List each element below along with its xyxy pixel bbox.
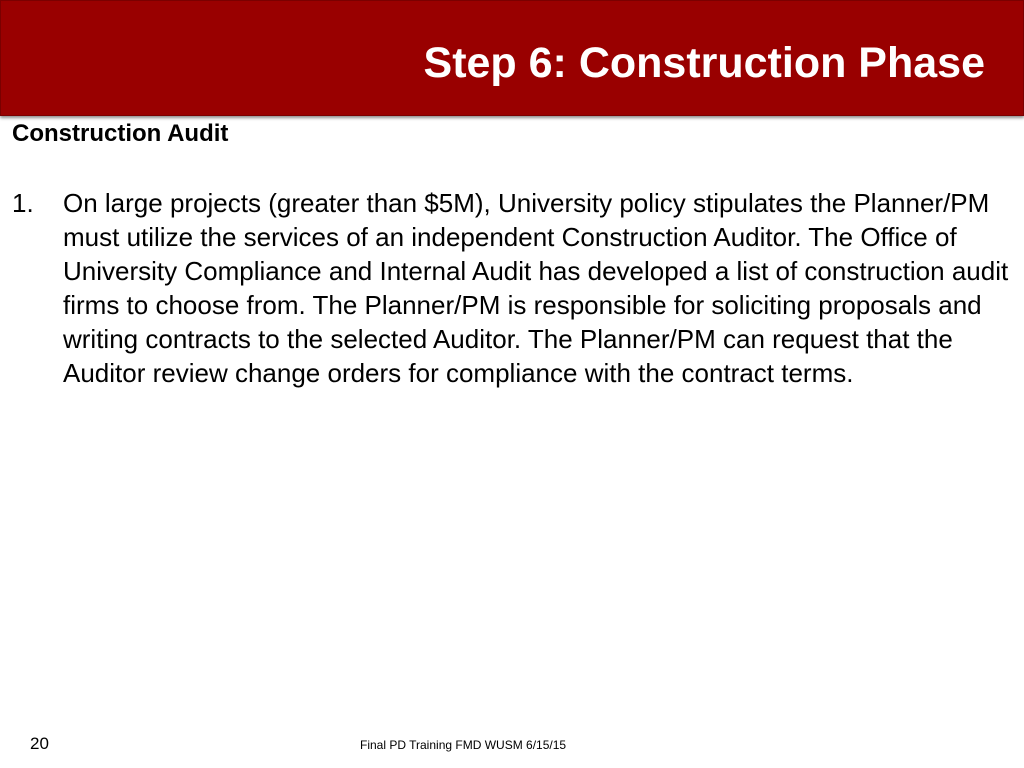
numbered-list: [12, 186, 1012, 390]
section-heading: Construction Audit: [12, 120, 229, 147]
footer-text: Final PD Training FMD WUSM 6/15/15: [360, 738, 567, 752]
slide-title: Step 6: Construction Phase: [423, 39, 985, 87]
title-bar: [0, 0, 1024, 116]
list-item: [12, 186, 1012, 390]
list-item-number: 1.: [12, 188, 34, 218]
slide-number: 20: [30, 734, 49, 753]
list-item-text: On large projects (greater than $5M), University policy stipulates the Planner/PM must utilize the services of an independent Construction Auditor. The Office of University Compliance and Internal Audit has developed a list of construction audit firms to choose from. The Planner/PM is responsible for soliciting proposals and writing contracts to the selected Auditor. The Planner/PM can request that the Auditor review change orders for compliance with the contract terms.: [63, 188, 1009, 388]
